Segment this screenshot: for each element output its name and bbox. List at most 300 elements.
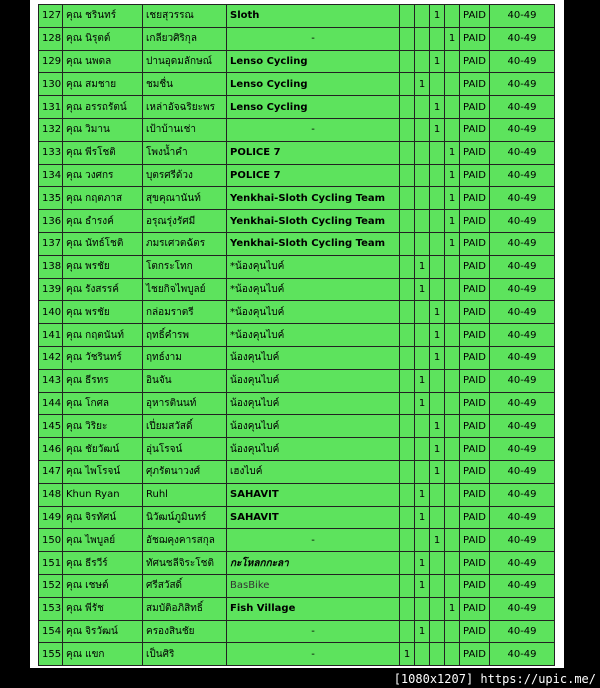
payment-status: PAID xyxy=(460,232,490,255)
table-row xyxy=(39,506,555,529)
payment-status: PAID xyxy=(460,118,490,141)
table-row xyxy=(39,301,555,324)
first-name: คุณ ธำรงค์ xyxy=(63,210,143,233)
category-mark: 1 xyxy=(430,415,445,438)
age-group: 40-49 xyxy=(490,552,555,575)
category-mark xyxy=(430,574,445,597)
row-number: 145 xyxy=(39,415,63,438)
category-mark xyxy=(415,164,430,187)
team-name: Yenkhai-Sloth Cycling Team xyxy=(227,187,400,210)
payment-status: PAID xyxy=(460,369,490,392)
surname: ชมชื่น xyxy=(143,73,227,96)
category-mark xyxy=(400,620,415,643)
first-name: คุณ อรรถรัตน์ xyxy=(63,96,143,119)
category-mark xyxy=(445,438,460,461)
category-mark xyxy=(400,552,415,575)
surname: ไชยกิจไพบูลย์ xyxy=(143,278,227,301)
first-name: คุณ กฤตภาส xyxy=(63,187,143,210)
surname: เกลียวศิริกุล xyxy=(143,27,227,50)
first-name: คุณ ธีรวีร์ xyxy=(63,552,143,575)
first-name: คุณ กฤตนันท์ xyxy=(63,324,143,347)
row-number: 131 xyxy=(39,96,63,119)
age-group: 40-49 xyxy=(490,460,555,483)
team-name: น้องคุนไบค์ xyxy=(227,415,400,438)
age-group: 40-49 xyxy=(490,415,555,438)
row-number: 137 xyxy=(39,232,63,255)
first-name: คุณ แขก xyxy=(63,643,143,666)
first-name: Khun Ryan xyxy=(63,483,143,506)
category-mark xyxy=(445,346,460,369)
category-mark xyxy=(400,96,415,119)
payment-status: PAID xyxy=(460,301,490,324)
category-mark xyxy=(430,255,445,278)
table-row xyxy=(39,643,555,666)
surname: อัชฌคุงคารสกุล xyxy=(143,529,227,552)
image-size-watermark: [1080x1207] https://upic.me/ xyxy=(393,672,596,686)
table-row xyxy=(39,187,555,210)
table-row xyxy=(39,460,555,483)
category-mark: 1 xyxy=(430,460,445,483)
category-mark xyxy=(400,141,415,164)
category-mark xyxy=(430,552,445,575)
surname: อุ่นโรจน์ xyxy=(143,438,227,461)
surname: Ruhl xyxy=(143,483,227,506)
table-row xyxy=(39,118,555,141)
payment-status: PAID xyxy=(460,643,490,666)
category-mark xyxy=(430,643,445,666)
payment-status: PAID xyxy=(460,164,490,187)
category-mark: 1 xyxy=(445,141,460,164)
category-mark: 1 xyxy=(415,506,430,529)
row-number: 152 xyxy=(39,574,63,597)
category-mark: 1 xyxy=(415,392,430,415)
surname: สุขคุณานันท์ xyxy=(143,187,227,210)
age-group: 40-49 xyxy=(490,5,555,28)
category-mark xyxy=(430,620,445,643)
surname: อรุณรุ่งรัศมี xyxy=(143,210,227,233)
surname: เหล่าอัจฉริยะพร xyxy=(143,96,227,119)
row-number: 149 xyxy=(39,506,63,529)
surname: นิวัฒน์ภูมินทร์ xyxy=(143,506,227,529)
category-mark xyxy=(400,574,415,597)
first-name: คุณ ชัยวัฒน์ xyxy=(63,438,143,461)
age-group: 40-49 xyxy=(490,187,555,210)
first-name: คุณ ไพโรจน์ xyxy=(63,460,143,483)
first-name: คุณ นัทธ์โชติ xyxy=(63,232,143,255)
row-number: 151 xyxy=(39,552,63,575)
category-mark xyxy=(445,552,460,575)
category-mark: 1 xyxy=(430,438,445,461)
payment-status: PAID xyxy=(460,210,490,233)
payment-status: PAID xyxy=(460,346,490,369)
table-row xyxy=(39,346,555,369)
category-mark xyxy=(400,255,415,278)
age-group: 40-49 xyxy=(490,50,555,73)
row-number: 132 xyxy=(39,118,63,141)
category-mark: 1 xyxy=(445,232,460,255)
category-mark xyxy=(415,460,430,483)
team-name: *น้องคุนไบค์ xyxy=(227,324,400,347)
category-mark: 1 xyxy=(430,5,445,28)
team-name: BasBike xyxy=(227,574,400,597)
table-row xyxy=(39,574,555,597)
first-name: คุณ วิมาน xyxy=(63,118,143,141)
team-name: Sloth xyxy=(227,5,400,28)
team-name: กะโหลกกะลา xyxy=(227,552,400,575)
row-number: 129 xyxy=(39,50,63,73)
first-name: คุณ วัชรินทร์ xyxy=(63,346,143,369)
category-mark xyxy=(445,415,460,438)
age-group: 40-49 xyxy=(490,301,555,324)
payment-status: PAID xyxy=(460,460,490,483)
age-group: 40-49 xyxy=(490,232,555,255)
surname: เปี่ยมสวัสดิ์ xyxy=(143,415,227,438)
team-name: POLICE 7 xyxy=(227,164,400,187)
category-mark xyxy=(400,597,415,620)
category-mark: 1 xyxy=(415,73,430,96)
category-mark xyxy=(400,324,415,347)
payment-status: PAID xyxy=(460,415,490,438)
first-name: คุณ รังสรรค์ xyxy=(63,278,143,301)
category-mark: 1 xyxy=(445,210,460,233)
row-number: 136 xyxy=(39,210,63,233)
category-mark xyxy=(415,415,430,438)
surname: กล่อมราตรี xyxy=(143,301,227,324)
category-mark xyxy=(430,392,445,415)
category-mark xyxy=(400,369,415,392)
row-number: 138 xyxy=(39,255,63,278)
first-name: คุณ พรชัย xyxy=(63,301,143,324)
category-mark xyxy=(400,73,415,96)
category-mark: 1 xyxy=(430,50,445,73)
surname: สมบัติอภิสิทธิ์ xyxy=(143,597,227,620)
category-mark xyxy=(400,483,415,506)
category-mark xyxy=(430,187,445,210)
category-mark xyxy=(445,506,460,529)
age-group: 40-49 xyxy=(490,506,555,529)
first-name: คุณ พรชัย xyxy=(63,255,143,278)
age-group: 40-49 xyxy=(490,118,555,141)
category-mark xyxy=(430,278,445,301)
category-mark: 1 xyxy=(415,552,430,575)
surname: ฤทธิ์คำรพ xyxy=(143,324,227,347)
category-mark: 1 xyxy=(415,574,430,597)
age-group: 40-49 xyxy=(490,346,555,369)
category-mark xyxy=(430,483,445,506)
category-mark: 1 xyxy=(415,483,430,506)
row-number: 135 xyxy=(39,187,63,210)
row-number: 144 xyxy=(39,392,63,415)
document-page xyxy=(30,0,564,668)
surname: เป้าบ้านเช่า xyxy=(143,118,227,141)
payment-status: PAID xyxy=(460,620,490,643)
team-name: POLICE 7 xyxy=(227,141,400,164)
category-mark xyxy=(430,232,445,255)
table-row xyxy=(39,483,555,506)
category-mark xyxy=(415,597,430,620)
category-mark xyxy=(400,164,415,187)
first-name: คุณ สมชาย xyxy=(63,73,143,96)
table-row xyxy=(39,232,555,255)
team-name: - xyxy=(227,643,400,666)
table-row xyxy=(39,210,555,233)
category-mark xyxy=(430,164,445,187)
row-number: 130 xyxy=(39,73,63,96)
category-mark: 1 xyxy=(430,529,445,552)
table-row xyxy=(39,529,555,552)
category-mark xyxy=(415,50,430,73)
category-mark: 1 xyxy=(445,164,460,187)
row-number: 141 xyxy=(39,324,63,347)
category-mark xyxy=(430,141,445,164)
category-mark xyxy=(415,210,430,233)
first-name: คุณ ไพบูลย์ xyxy=(63,529,143,552)
category-mark xyxy=(415,529,430,552)
payment-status: PAID xyxy=(460,552,490,575)
payment-status: PAID xyxy=(460,255,490,278)
row-number: 146 xyxy=(39,438,63,461)
category-mark: 1 xyxy=(445,597,460,620)
row-number: 153 xyxy=(39,597,63,620)
table-row xyxy=(39,141,555,164)
surname: เชยสุวรรณ xyxy=(143,5,227,28)
first-name: คุณ พีรโชติ xyxy=(63,141,143,164)
category-mark xyxy=(445,392,460,415)
age-group: 40-49 xyxy=(490,210,555,233)
team-name: *น้องคุนไบค์ xyxy=(227,301,400,324)
row-number: 155 xyxy=(39,643,63,666)
payment-status: PAID xyxy=(460,438,490,461)
first-name: คุณ วงศกร xyxy=(63,164,143,187)
category-mark xyxy=(415,5,430,28)
team-name: SAHAVIT xyxy=(227,506,400,529)
category-mark xyxy=(400,301,415,324)
first-name: คุณ นิรุตต์ xyxy=(63,27,143,50)
category-mark xyxy=(445,324,460,347)
payment-status: PAID xyxy=(460,96,490,119)
first-name: คุณ โกศล xyxy=(63,392,143,415)
team-name: เฮงไบค์ xyxy=(227,460,400,483)
surname: โตกระโทก xyxy=(143,255,227,278)
age-group: 40-49 xyxy=(490,574,555,597)
surname: อินจัน xyxy=(143,369,227,392)
row-number: 140 xyxy=(39,301,63,324)
row-number: 134 xyxy=(39,164,63,187)
surname: บุตรศรีด้วง xyxy=(143,164,227,187)
payment-status: PAID xyxy=(460,187,490,210)
payment-status: PAID xyxy=(460,27,490,50)
first-name: คุณ นพดล xyxy=(63,50,143,73)
category-mark xyxy=(415,232,430,255)
payment-status: PAID xyxy=(460,392,490,415)
row-number: 154 xyxy=(39,620,63,643)
surname: ทัศนชลีจิระโชติ xyxy=(143,552,227,575)
table-row xyxy=(39,415,555,438)
category-mark xyxy=(430,369,445,392)
team-name: น้องคุนไบค์ xyxy=(227,392,400,415)
team-name: Lenso Cycling xyxy=(227,96,400,119)
category-mark xyxy=(430,506,445,529)
category-mark: 1 xyxy=(415,255,430,278)
category-mark xyxy=(445,483,460,506)
table-row xyxy=(39,5,555,28)
category-mark xyxy=(400,210,415,233)
first-name: คุณ ธีรทร xyxy=(63,369,143,392)
category-mark xyxy=(415,643,430,666)
category-mark: 1 xyxy=(445,187,460,210)
category-mark xyxy=(400,118,415,141)
surname: อุหารตินนท์ xyxy=(143,392,227,415)
age-group: 40-49 xyxy=(490,643,555,666)
age-group: 40-49 xyxy=(490,369,555,392)
table-row xyxy=(39,278,555,301)
row-number: 148 xyxy=(39,483,63,506)
table-row xyxy=(39,255,555,278)
payment-status: PAID xyxy=(460,324,490,347)
payment-status: PAID xyxy=(460,5,490,28)
category-mark: 1 xyxy=(430,324,445,347)
row-number: 142 xyxy=(39,346,63,369)
category-mark xyxy=(400,232,415,255)
table-row xyxy=(39,27,555,50)
category-mark xyxy=(415,301,430,324)
category-mark xyxy=(400,50,415,73)
category-mark xyxy=(415,187,430,210)
team-name: - xyxy=(227,27,400,50)
team-name: - xyxy=(227,118,400,141)
category-mark: 1 xyxy=(430,118,445,141)
age-group: 40-49 xyxy=(490,278,555,301)
category-mark xyxy=(445,643,460,666)
team-name: น้องคุนไบค์ xyxy=(227,369,400,392)
surname: โพงน้ำคำ xyxy=(143,141,227,164)
category-mark xyxy=(400,438,415,461)
category-mark xyxy=(415,27,430,50)
table-row xyxy=(39,392,555,415)
payment-status: PAID xyxy=(460,529,490,552)
age-group: 40-49 xyxy=(490,529,555,552)
first-name: คุณ วิริยะ xyxy=(63,415,143,438)
table-row xyxy=(39,324,555,347)
category-mark xyxy=(400,5,415,28)
category-mark: 1 xyxy=(400,643,415,666)
category-mark: 1 xyxy=(415,278,430,301)
category-mark xyxy=(445,278,460,301)
category-mark xyxy=(415,438,430,461)
category-mark xyxy=(445,255,460,278)
row-number: 133 xyxy=(39,141,63,164)
age-group: 40-49 xyxy=(490,620,555,643)
first-name: คุณ จิรวัฒน์ xyxy=(63,620,143,643)
payment-status: PAID xyxy=(460,73,490,96)
first-name: คุณ เชษต์ xyxy=(63,574,143,597)
category-mark: 1 xyxy=(430,96,445,119)
table-row xyxy=(39,369,555,392)
category-mark xyxy=(445,620,460,643)
payment-status: PAID xyxy=(460,50,490,73)
row-number: 139 xyxy=(39,278,63,301)
category-mark xyxy=(445,369,460,392)
table-row xyxy=(39,597,555,620)
surname: เป็นศิริ xyxy=(143,643,227,666)
category-mark xyxy=(445,574,460,597)
team-name: Yenkhai-Sloth Cycling Team xyxy=(227,232,400,255)
category-mark: 1 xyxy=(430,301,445,324)
registration-table xyxy=(38,4,555,666)
category-mark xyxy=(400,278,415,301)
category-mark xyxy=(430,210,445,233)
table-row xyxy=(39,552,555,575)
category-mark xyxy=(445,301,460,324)
category-mark xyxy=(400,392,415,415)
category-mark xyxy=(415,324,430,347)
category-mark: 1 xyxy=(445,27,460,50)
row-number: 147 xyxy=(39,460,63,483)
team-name: *น้องคุนไบค์ xyxy=(227,255,400,278)
surname: ปานอุดมลักษณ์ xyxy=(143,50,227,73)
table-row xyxy=(39,620,555,643)
category-mark xyxy=(445,73,460,96)
payment-status: PAID xyxy=(460,597,490,620)
age-group: 40-49 xyxy=(490,73,555,96)
category-mark xyxy=(400,529,415,552)
surname: ฤทธ์งาม xyxy=(143,346,227,369)
category-mark xyxy=(430,27,445,50)
team-name: น้องคุนไบค์ xyxy=(227,438,400,461)
category-mark xyxy=(445,96,460,119)
category-mark xyxy=(400,27,415,50)
payment-status: PAID xyxy=(460,574,490,597)
row-number: 143 xyxy=(39,369,63,392)
age-group: 40-49 xyxy=(490,27,555,50)
category-mark xyxy=(415,96,430,119)
category-mark xyxy=(415,141,430,164)
category-mark: 1 xyxy=(415,369,430,392)
category-mark xyxy=(415,346,430,369)
age-group: 40-49 xyxy=(490,255,555,278)
team-name: Fish Village xyxy=(227,597,400,620)
category-mark: 1 xyxy=(415,620,430,643)
age-group: 40-49 xyxy=(490,483,555,506)
team-name: - xyxy=(227,529,400,552)
surname: ศุภรัตนาวงศ์ xyxy=(143,460,227,483)
age-group: 40-49 xyxy=(490,597,555,620)
first-name: คุณ ชรินทร์ xyxy=(63,5,143,28)
category-mark xyxy=(415,118,430,141)
category-mark xyxy=(445,5,460,28)
team-name: *น้องคุนไบค์ xyxy=(227,278,400,301)
row-number: 150 xyxy=(39,529,63,552)
team-name: Lenso Cycling xyxy=(227,73,400,96)
age-group: 40-49 xyxy=(490,96,555,119)
category-mark xyxy=(400,187,415,210)
age-group: 40-49 xyxy=(490,392,555,415)
category-mark xyxy=(445,529,460,552)
category-mark xyxy=(445,50,460,73)
payment-status: PAID xyxy=(460,278,490,301)
surname: ศรีสวัสดิ์ xyxy=(143,574,227,597)
payment-status: PAID xyxy=(460,141,490,164)
age-group: 40-49 xyxy=(490,324,555,347)
category-mark xyxy=(400,460,415,483)
age-group: 40-49 xyxy=(490,438,555,461)
category-mark xyxy=(400,415,415,438)
first-name: คุณ พีรัช xyxy=(63,597,143,620)
category-mark xyxy=(400,346,415,369)
payment-status: PAID xyxy=(460,483,490,506)
age-group: 40-49 xyxy=(490,141,555,164)
table-row xyxy=(39,73,555,96)
